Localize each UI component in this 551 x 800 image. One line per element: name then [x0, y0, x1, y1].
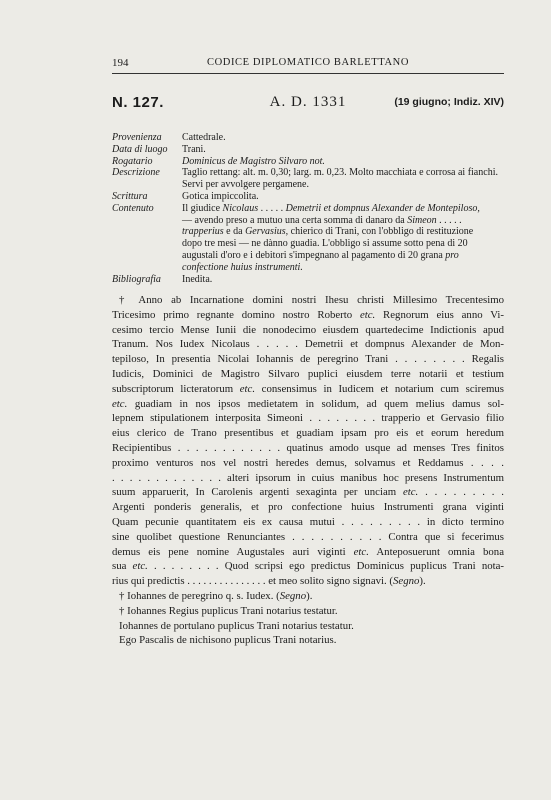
- document-title-bar: [112, 94, 504, 114]
- subscription-line: † Iohannes Regius puplicus Trani notarius testatur.: [119, 604, 338, 617]
- document-indiction: (19 giugno; Indiz. XIV): [394, 96, 504, 108]
- meta-label: Bibliografia: [112, 273, 161, 285]
- meta-line: confectione huius instrumenti.: [182, 261, 303, 273]
- meta-label: Rogatario: [112, 155, 153, 167]
- meta-value: Gotica impiccolita.: [182, 190, 259, 202]
- meta-value: [182, 167, 504, 191]
- meta-line: Servi per avvolgere pergamene.: [182, 179, 309, 191]
- document-text: [112, 293, 504, 648]
- meta-value: Cattedrale.: [182, 132, 226, 143]
- meta-label: Provenienza: [112, 132, 162, 143]
- meta-value: Trani.: [182, 143, 206, 155]
- meta-value: Inedita.: [182, 273, 213, 285]
- meta-value: [182, 203, 504, 274]
- meta-data-luogo: [112, 144, 504, 156]
- meta-label: Descrizione: [112, 167, 160, 179]
- text-line: proximo venturos nos vel nostri heredes demus, solvamus et Reddamus . . . .: [112, 456, 504, 469]
- text-line: rius qui predictis . . . . . . . . . . . . . . . et meo solito signo signavi. (Segno).: [112, 575, 426, 588]
- meta-label: Contenuto: [112, 202, 154, 214]
- text-line: lepnem stipulationem interposita Simeoni . . . . . . . . trapperio et Gervasio filio: [112, 412, 504, 425]
- meta-scrittura: [112, 191, 504, 203]
- page-number: 194: [112, 57, 129, 69]
- text-line: sua etc. . . . . . . . . Quod scripsi ego predictus Dominicus puplicus Trani nota-: [112, 560, 505, 573]
- text-line: sine quolibet questione Renunciantes . . . . . . . . . . Contra que si fecerimus: [112, 530, 504, 543]
- text-line: . . . . . . . . . . . . . alteri ipsorum in cuius manibus hoc presens Instrumentum: [112, 471, 504, 484]
- text-line: subscriptorum licteratorum etc. consensimus in Iudicem et notarium cum sciremus: [112, 382, 505, 395]
- meta-line: Taglio rettang: alt. m. 0,30; larg. m. 0,23. Molto macchiata e corrosa ai fianchi.: [182, 167, 498, 179]
- meta-line: augustali d'oro e i debitori s'impegnano al pagamento di 20 grana pro: [182, 249, 459, 261]
- text-line: Iudicis, Dominici de Magistro Silvaro puplici eiusdem terre notarii et testium: [112, 367, 504, 380]
- text-line: demus eis pene nomine Augustales auri viginti etc. Anteposuerunt omnia bona: [112, 545, 504, 558]
- subscription-line: Iohannes de portulano puplicus Trani notarius testatur.: [119, 619, 354, 632]
- meta-label: Scrittura: [112, 190, 148, 202]
- meta-line: Il giudice Nicolaus . . . . . Demetrii et dompnus Alexander de Montepiloso,: [182, 202, 480, 214]
- text-line: Tricesimo primo regnante domino nostro Roberto etc. Regnorum eius anno Vi-: [112, 308, 504, 321]
- text-line: eius clerico de Trano presentibus et guadiam ipsam pro eis et eorum heredum: [112, 427, 504, 440]
- meta-bibliografia: [112, 274, 504, 286]
- text-line: Argenti ponderis generalis, et pro confectione huius Instrumenti grana viginti: [112, 501, 504, 514]
- meta-descrizione: [112, 167, 504, 191]
- subscription-line: Ego Pascalis de nichisono puplicus Trani notarius.: [119, 634, 337, 647]
- meta-label: Data di luogo: [112, 143, 168, 155]
- meta-line: trapperius e da Gervasius, chierico di Trani, con l'obbligo di restituzione: [182, 226, 474, 238]
- text-line: † Anno ab Incarnatione domini nostri Ihesu christi Millesimo Trecentesimo: [119, 294, 504, 306]
- subscription-line: † Iohannes de peregrino q. s. Iudex. (Segno).: [119, 589, 313, 602]
- meta-value: Dominicus de Magistro Silvaro not.: [182, 155, 325, 167]
- text-line: Quam pecunie quantitatem eis ex causa mutui . . . . . . . . . in dicto termino: [112, 515, 504, 528]
- meta-rogatario: [112, 156, 504, 168]
- text-line: cesimo tercio Mense Iunii die nonodecimo eiusdem quartedecime Indictionis apud: [112, 323, 504, 336]
- metadata-block: [112, 132, 504, 285]
- document-number: N. 127.: [112, 94, 164, 111]
- running-header: [112, 55, 504, 74]
- meta-provenienza: [112, 132, 504, 144]
- text-line: Tranum. Nos Iudex Nicolaus . . . . . Demetrii et dompnus Alexander de Mon-: [112, 338, 504, 351]
- text-line: Recipientibus . . . . . . . . . . . . quatinus amodo usque ad menses Tres finitos: [112, 441, 504, 454]
- text-line: etc. guadiam in nos ipsos medietatem in solidum, ad quem melius damus sol-: [112, 397, 504, 410]
- running-head-title: CODICE DIPLOMATICO BARLETTANO: [206, 57, 410, 68]
- document-date: A. D. 1331: [269, 94, 347, 110]
- meta-line: — avendo preso a mutuo una certa somma di danaro da Simeon . . . . .: [182, 214, 462, 226]
- text-line: suum apparuerit, In Carolenis argenti sexaginta per unciam etc. . . . . . . . . .: [112, 486, 504, 499]
- meta-contenuto: [112, 203, 504, 274]
- meta-line: dopo tre mesi — ne dànno guadia. L'obbligo si assume sotto pena di 20: [182, 238, 468, 250]
- text-line: tepiloso, In presentia Nicolai Iohannis de peregrino Trani . . . . . . . . Regalis: [112, 353, 504, 366]
